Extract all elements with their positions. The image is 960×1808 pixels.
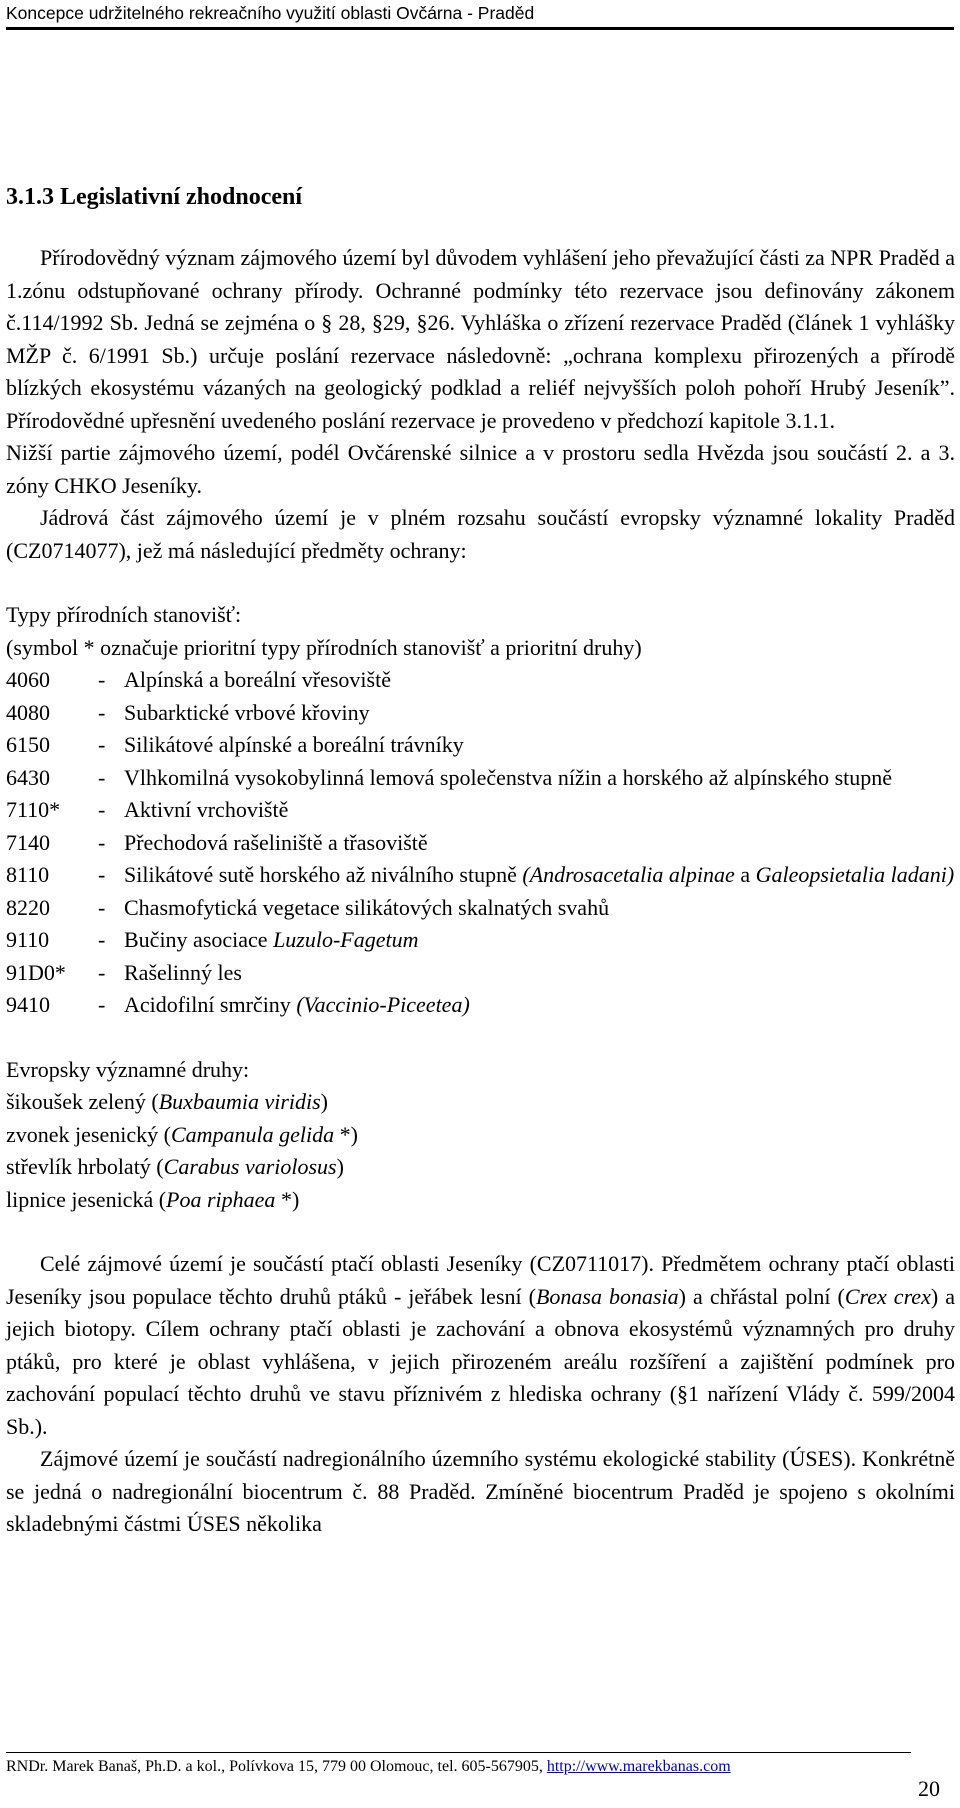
habitat-code: 91D0* — [6, 959, 66, 985]
habitat-item — [6, 729, 955, 762]
habitat-dash: - — [98, 667, 106, 692]
bird-latin-name: Crex crex — [844, 1283, 931, 1309]
habitat-name: Rašelinný les — [124, 959, 242, 985]
habitat-code: 7110* — [6, 797, 61, 822]
habitat-dash: - — [98, 732, 106, 757]
paragraph-npr: Přírodovědný význam zájmového území byl důvodem vyhlášení jeho převažující části za NPR Praděd a 1.zónu odstupňované ochrany přírody. Ochranné podmínky této rezervace jsou definovány zákonem č.114/1992 Sb. Jedná se zejména o § 28, §29, §26. Vyhláška o zřízení rezervace Praděd (článek 1 vyhlášky MŽP č. 6/1991 Sb.) určuje poslání rezervace následovně: „ochrana komplexu přirozených a přírodě blízkých ekosystému vázaných na geologický podklad a reliéf nejvyšších poloh pohoří Hrubý Jeseník”. Přírodovědné upřesnění uvedeného poslání rezervace je provedeno v předchozí kapitole 3.1.1. — [6, 245, 955, 433]
species-czech-name: lipnice jesenická ( — [6, 1186, 167, 1212]
species-item — [6, 1151, 955, 1184]
habitat-name: Aktivní vrchoviště — [124, 797, 289, 822]
habitat-item — [6, 762, 955, 795]
habitat-latin-name: Luzulo-Fagetum — [273, 927, 419, 952]
paragraph-uses: Zájmové území je součástí nadregionálního územního systému ekologické stability (ÚSES). Konkrétně se jedná o nadregionální biocentrum č. 88 Praděd. Zmíněné biocentrum Praděd je spojeno s okolními skladebnými částmi ÚSES několika — [6, 1446, 955, 1536]
habitat-code: 9410 — [6, 992, 50, 1017]
habitat-dash: - — [98, 699, 106, 725]
habitat-item — [6, 794, 955, 827]
species-latin-name: Poa riphaea — [166, 1186, 276, 1212]
habitat-code: 6150 — [6, 732, 50, 757]
habitat-name: Alpínská a boreální vřesoviště — [124, 667, 391, 692]
paragraph-chko: Nižší partie zájmového území, podél Ovčárenské silnice a v prostoru sedla Hvězda jsou součástí 2. a 3. zóny CHKO Jeseníky. — [6, 440, 955, 498]
species-item — [6, 1086, 955, 1119]
habitat-code: 9110 — [6, 927, 50, 952]
bird-text: ) a jejich biotopy. Cílem ochrany ptačí oblasti je zachování a obnova ekosystémů významných pro druhy ptáků, pro které je oblast vyhlášena, v jejich přirozeném areálu rozšíření a zajištění podmínek pro zachování populací těchto druhů ve stavu příznivém z hlediska ochrany (§1 nařízení Vlády č. 599/2004 Sb.). — [6, 1283, 955, 1439]
species-suffix: ) — [320, 1089, 328, 1114]
habitat-connector: a — [740, 862, 751, 887]
habitats-note: (symbol * označuje prioritní typy přírodních stanovišť a prioritní druhy) — [6, 634, 642, 660]
habitat-latin-name: (Vaccinio-Piceetea) — [296, 992, 470, 1017]
habitat-dash: - — [98, 992, 106, 1017]
habitat-item — [6, 664, 955, 697]
habitat-dash: - — [98, 959, 106, 985]
document-title: Koncepce udržitelného rekreačního využití oblasti Ovčárna - Praděd — [6, 3, 535, 23]
habitat-item — [6, 989, 955, 1022]
footer-link[interactable]: http://www.marekbanas.com — [546, 1758, 731, 1775]
habitat-name: Silikátové alpínské a boreální trávníky — [124, 732, 464, 757]
spacer — [6, 567, 955, 599]
bird-latin-name: Bonasa bonasia — [535, 1283, 679, 1309]
species-latin-name: Buxbaumia viridis — [158, 1089, 321, 1114]
habitat-code: 7140 — [6, 829, 50, 855]
species-title: Evropsky významné druhy: — [6, 1056, 250, 1082]
habitat-code: 8220 — [6, 894, 50, 920]
habitat-code: 4080 — [6, 699, 50, 725]
footer-rule — [6, 1752, 911, 1753]
habitat-item — [6, 859, 955, 892]
habitat-name-with-latin — [124, 924, 955, 957]
habitat-latin-name: Galeopsietalia ladani) — [755, 862, 955, 887]
habitat-item — [6, 697, 955, 730]
habitat-name: Přechodová rašeliniště a třasoviště — [124, 829, 428, 855]
habitat-dash: - — [98, 894, 106, 920]
page-body — [6, 180, 955, 1541]
species-item — [6, 1119, 955, 1152]
habitat-code: 8110 — [6, 862, 50, 887]
habitat-dash: - — [98, 927, 106, 952]
page-number: 20 — [918, 1776, 940, 1801]
species-czech-name: střevlík hrbolatý ( — [6, 1154, 164, 1179]
habitat-name-with-latin — [124, 859, 955, 892]
habitat-code: 6430 — [6, 764, 50, 790]
habitat-name-with-latin — [124, 989, 955, 1022]
paragraph-bird-area — [6, 1248, 955, 1443]
species-czech-name: šikoušek zelený ( — [6, 1089, 159, 1114]
habitat-dash: - — [98, 797, 106, 822]
habitat-name: Vlhkomilná vysokobylinná lemová společenstva nížin a horského až alpínského stupně — [124, 764, 893, 790]
habitat-item — [6, 827, 955, 860]
habitat-dash: - — [98, 829, 106, 855]
species-suffix: *) — [334, 1121, 358, 1147]
species-latin-name: Campanula gelida — [170, 1121, 335, 1147]
habitat-name: Bučiny asociace — [124, 927, 268, 952]
habitat-dash: - — [98, 862, 106, 887]
bird-text: Celé zájmové území je součástí ptačí oblasti Jeseníky (CZ0711017). Předmětem ochrany ptačí oblasti Jeseníky jsou populace těchto druhů ptáků - jeřábek lesní ( — [6, 1251, 955, 1309]
species-suffix: ) — [336, 1154, 344, 1179]
habitat-item — [6, 957, 955, 990]
paragraph-evl: Jádrová část zájmového území je v plném rozsahu součástí evropsky významné lokality Praděd (CZ0714077), jež má následující předměty ochrany: — [6, 505, 955, 563]
footer-contact: RNDr. Marek Banaš, Ph.D. a kol., Polívkova 15, 779 00 Olomouc, tel. 605-567905, — [6, 1758, 547, 1775]
habitat-name: Acidofilní smrčiny — [124, 992, 291, 1017]
habitat-item — [6, 924, 955, 957]
species-item — [6, 1184, 955, 1217]
species-suffix: *) — [275, 1186, 300, 1212]
habitat-name: Chasmofytická vegetace silikátových skalnatých svahů — [124, 894, 610, 920]
bird-text: ) a chřástal polní ( — [678, 1283, 845, 1309]
spacer — [6, 1022, 955, 1054]
habitat-dash: - — [98, 764, 106, 790]
section-heading: 3.1.3 Legislativní zhodnocení — [6, 184, 303, 210]
species-czech-name: zvonek jesenický ( — [6, 1121, 171, 1147]
page-footer — [6, 1757, 911, 1777]
habitat-list — [6, 664, 955, 1022]
habitat-latin-name: (Androsacetalia alpinae — [522, 862, 735, 887]
running-header — [6, 2, 954, 30]
spacer — [6, 1216, 955, 1248]
habitat-name: Silikátové sutě horského až niválního stupně — [124, 862, 517, 887]
habitats-title: Typy přírodních stanovišť: — [6, 602, 242, 627]
habitat-item — [6, 892, 955, 925]
species-latin-name: Carabus variolosus — [163, 1154, 337, 1179]
habitat-code: 4060 — [6, 667, 50, 692]
species-list — [6, 1086, 955, 1216]
habitat-name: Subarktické vrbové křoviny — [124, 699, 370, 725]
